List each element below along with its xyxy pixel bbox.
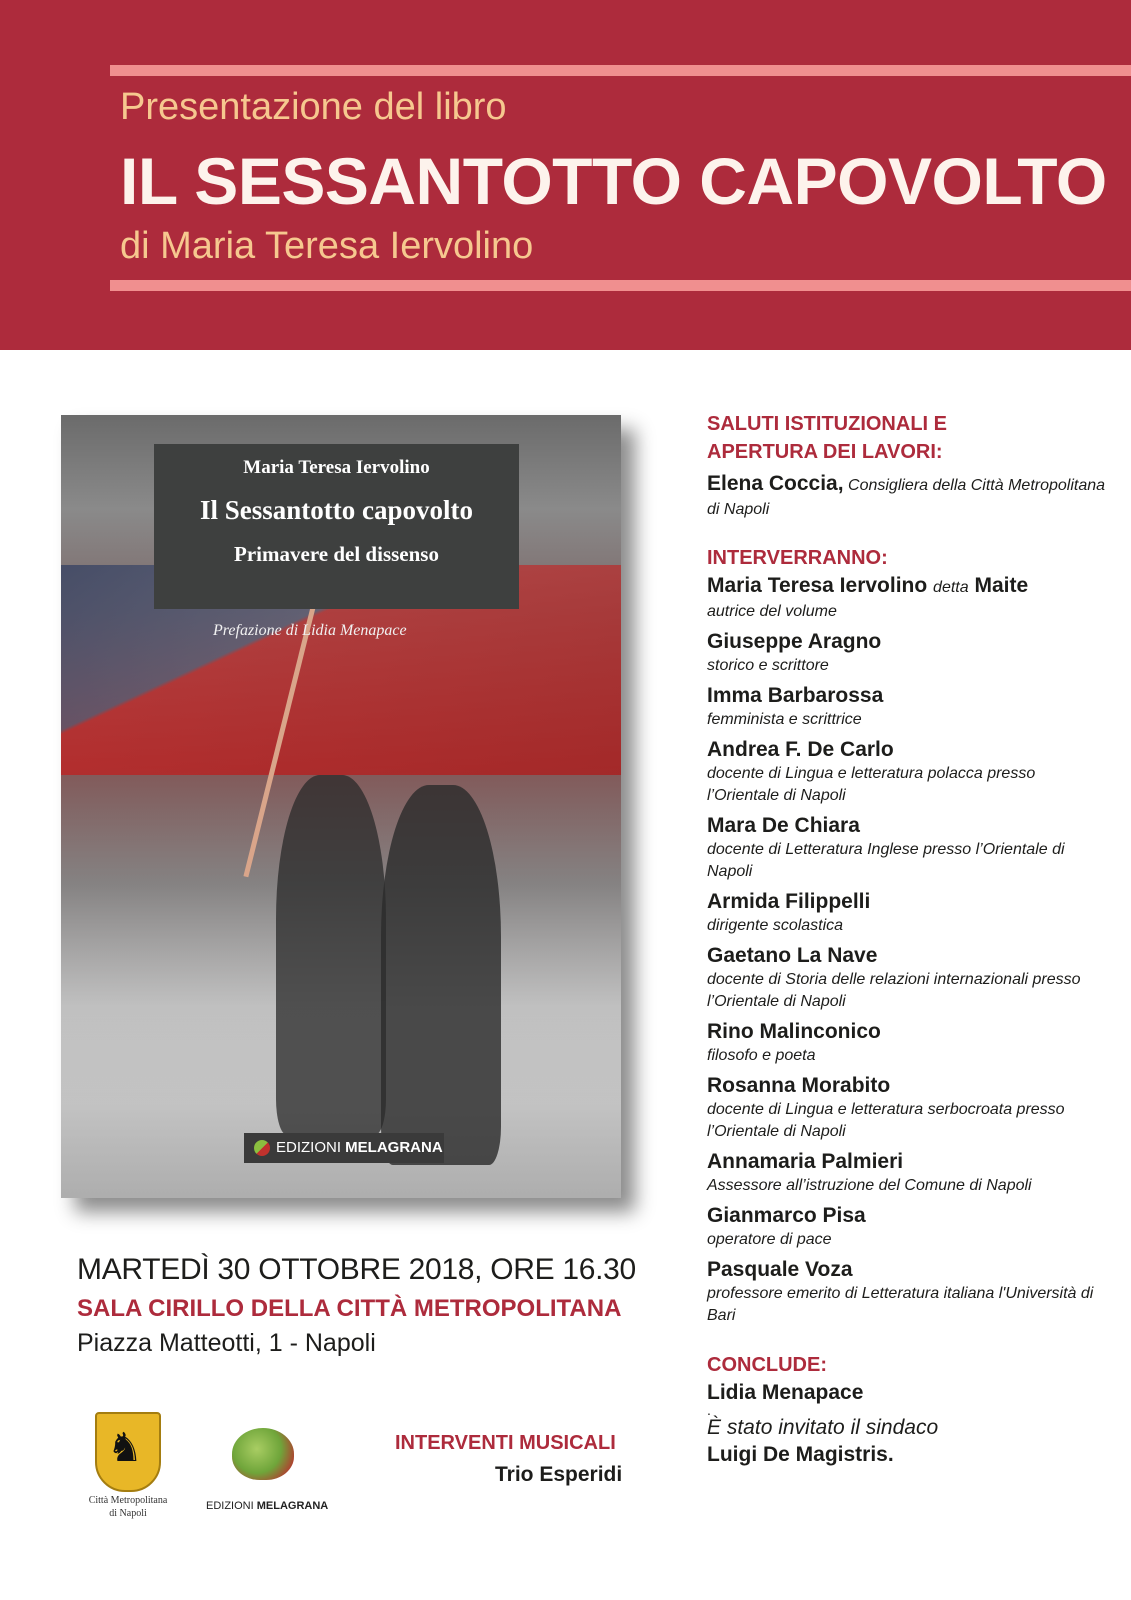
- metro-napoli-label: [68, 1494, 188, 1520]
- speaker-name: [707, 572, 1107, 601]
- speakers-list: [707, 572, 1107, 1327]
- cover-preface: Prefazione di Lidia Menapace: [213, 622, 407, 639]
- speakers-heading: INTERVERRANNO:: [707, 547, 888, 569]
- invite-name: Luigi De Magistris.: [707, 1443, 894, 1466]
- speaker-name-text: Pasquale Voza: [707, 1258, 853, 1281]
- speaker-entry: [707, 1018, 1107, 1067]
- speaker-name-text: Armida Filippelli: [707, 890, 871, 913]
- speaker-entry: [707, 682, 1107, 731]
- cover-publisher-prefix: EDIZIONI: [276, 1139, 346, 1156]
- event-address: Piazza Matteotti, 1 - Napoli: [77, 1329, 376, 1357]
- speaker-entry: [707, 1202, 1107, 1251]
- speaker-entry: [707, 942, 1107, 1013]
- speaker-entry: [707, 1072, 1107, 1143]
- speaker-name: [707, 812, 1107, 839]
- speaker-role: docente di Storia delle relazioni internazionali presso l’Orientale di Napoli: [707, 971, 1081, 1010]
- speaker-role: operatore di pace: [707, 1231, 832, 1248]
- event-date: MARTEDÌ 30 OTTOBRE 2018, ORE 16.30: [77, 1253, 636, 1286]
- banner-stripe-bottom: [110, 280, 1131, 291]
- speaker-entry: [707, 572, 1107, 623]
- header-banner: [0, 0, 1131, 350]
- speaker-name-text: Mara De Chiara: [707, 814, 860, 837]
- horse-icon: ♞: [107, 1426, 143, 1470]
- saluti-heading-line1: SALUTI ISTITUZIONALI E: [707, 413, 947, 435]
- speaker-entry: [707, 812, 1107, 883]
- speaker-name-text: Rosanna Morabito: [707, 1074, 891, 1097]
- publisher-logo-prefix: EDIZIONI: [206, 1500, 257, 1512]
- speaker-role: docente di Lingua e letteratura polacca presso l’Orientale di Napoli: [707, 765, 1036, 804]
- speaker-role: storico e scrittore: [707, 657, 829, 674]
- speaker-entry: [707, 1256, 1107, 1327]
- saluti-heading-line2: APERTURA DEI LAVORI:: [707, 441, 943, 463]
- speaker-name: [707, 736, 1107, 763]
- speaker-role: docente di Lingua e letteratura serbocroata presso l’Orientale di Napoli: [707, 1101, 1065, 1140]
- speaker-name-text: Annamaria Palmieri: [707, 1150, 904, 1173]
- saluti-entry: [707, 470, 1107, 522]
- speaker-name: [707, 1148, 1107, 1175]
- conclude-heading: CONCLUDE:: [707, 1354, 827, 1376]
- speaker-name-text: Gaetano La Nave: [707, 944, 878, 967]
- cover-figure-right: [381, 785, 501, 1165]
- speaker-role: filosofo e poeta: [707, 1047, 816, 1064]
- pomegranate-icon: [254, 1140, 270, 1156]
- speaker-entry: [707, 1148, 1107, 1197]
- book-title: IL SESSANTOTTO CAPOVOLTO: [120, 144, 1107, 218]
- speaker-role: dirigente scolastica: [707, 917, 844, 934]
- speaker-name-text: Gianmarco Pisa: [707, 1204, 866, 1227]
- speaker-nickname: Maite: [974, 574, 1029, 597]
- book-author-line: di Maria Teresa Iervolino: [120, 225, 534, 267]
- cover-publisher-badge: [244, 1133, 444, 1163]
- cover-subtitle: Primavere del dissenso: [234, 542, 439, 566]
- banner-subtitle: Presentazione del libro: [120, 86, 507, 128]
- music-heading: INTERVENTI MUSICALI: [395, 1432, 616, 1454]
- speaker-name-text: Giuseppe Aragno: [707, 630, 882, 653]
- program-column: [707, 410, 1107, 1468]
- cover-author: Maria Teresa Iervolino: [243, 457, 430, 478]
- speaker-name: [707, 1202, 1107, 1229]
- speaker-name: [707, 1256, 1107, 1283]
- speaker-entry: [707, 736, 1107, 807]
- speaker-name-text: Maria Teresa Iervolino: [707, 574, 928, 597]
- speaker-name-text: Rino Malinconico: [707, 1020, 881, 1043]
- invite-text: È stato invitato il sindaco: [707, 1416, 939, 1439]
- music-performer: Trio Esperidi: [495, 1463, 623, 1486]
- speaker-name-text: Imma Barbarossa: [707, 684, 884, 707]
- speaker-name-text: Andrea F. De Carlo: [707, 738, 894, 761]
- publisher-logo-name: MELAGRANA: [256, 1500, 329, 1512]
- speaker-name: [707, 1018, 1107, 1045]
- pomegranate-logo: [232, 1428, 294, 1480]
- speaker-name: [707, 942, 1107, 969]
- cover-figure-left: [276, 775, 386, 1135]
- speaker-name: [707, 1072, 1107, 1099]
- speaker-entry: [707, 888, 1107, 937]
- banner-stripe-top: [110, 65, 1131, 76]
- metro-napoli-line1: Città Metropolitana: [88, 1495, 168, 1506]
- speaker-role: femminista e scrittrice: [707, 711, 862, 728]
- speaker-role: autrice del volume: [707, 603, 837, 620]
- speaker-role: docente di Letteratura Inglese presso l’Orientale di Napoli: [707, 841, 1065, 880]
- cover-title: Il Sessantotto capovolto: [199, 495, 473, 525]
- event-venue: SALA CIRILLO DELLA CITTÀ METROPOLITANA: [77, 1295, 622, 1322]
- saluti-role: Consigliera della Città Metropolitana di Napoli: [707, 477, 1106, 518]
- conclude-name: Lidia Menapace: [707, 1381, 864, 1404]
- speaker-entry: [707, 628, 1107, 677]
- speaker-role: Assessore all’istruzione del Comune di Napoli: [707, 1177, 1032, 1194]
- metro-napoli-line2: di Napoli: [109, 1508, 147, 1519]
- speaker-name: [707, 628, 1107, 655]
- saluti-name: Elena Coccia,: [707, 472, 844, 495]
- publisher-logo-label: [206, 1500, 328, 1512]
- speaker-name: [707, 682, 1107, 709]
- speaker-nickname-connector: detta: [933, 579, 969, 596]
- speaker-name: [707, 888, 1107, 915]
- speaker-role: professore emerito di Letteratura italiana l'Università di Bari: [707, 1285, 1094, 1324]
- book-cover-image: [61, 415, 621, 1198]
- cover-publisher-name: MELAGRANA: [345, 1139, 443, 1156]
- separator-dot: .: [707, 1402, 711, 1418]
- metro-napoli-crest-logo: [95, 1412, 161, 1492]
